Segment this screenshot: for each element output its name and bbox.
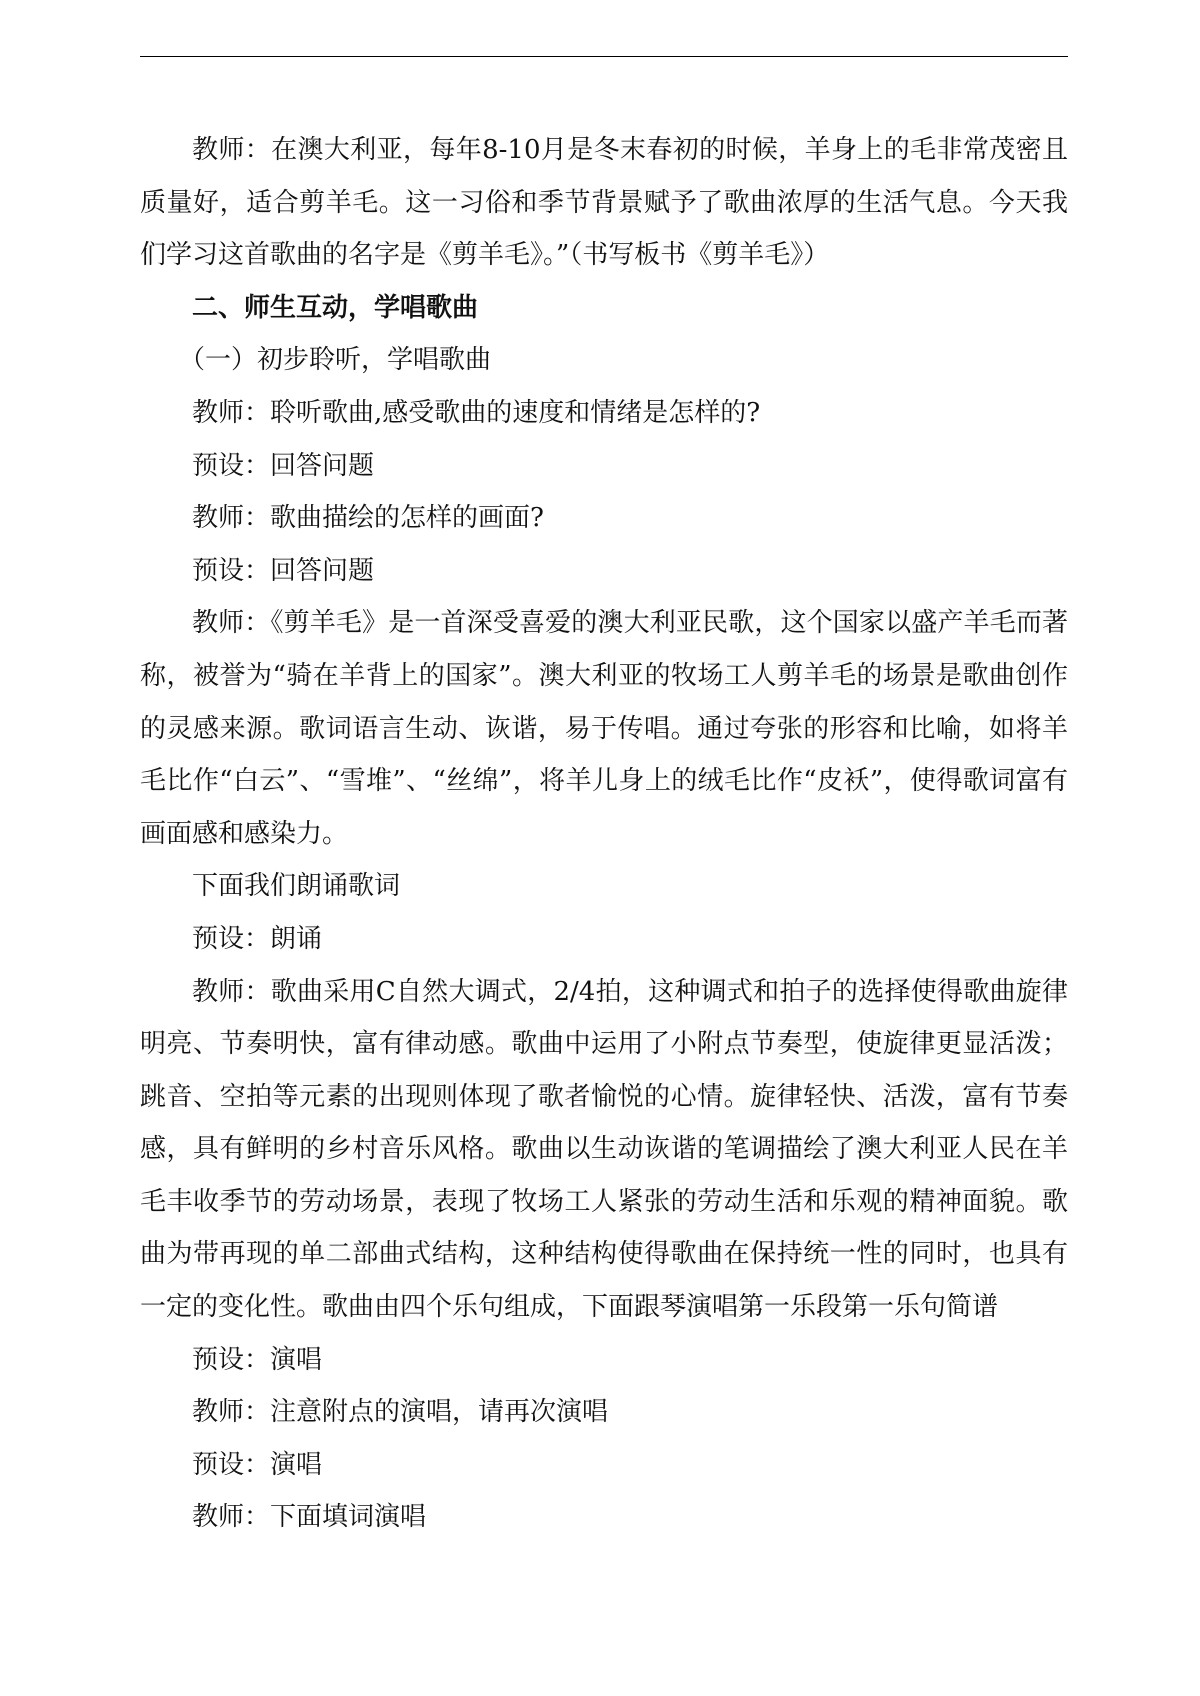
- paragraph-recite-lyrics: 下面我们朗诵歌词: [192, 871, 401, 902]
- paragraph-teacher-dotted-note: 教师：注意附点的演唱，请再次演唱: [192, 1397, 609, 1428]
- paragraph-teacher-fill-lyrics: 教师：下面填词演唱: [192, 1502, 427, 1533]
- paragraph-teacher-question-1: 教师：聆听歌曲,感受歌曲的速度和情绪是怎样的?: [192, 397, 761, 428]
- paragraph-expected-sing-1: 预设：演唱: [192, 1344, 323, 1375]
- paragraph-expected-sing-2: 预设：演唱: [192, 1449, 323, 1480]
- paragraph-expected-answer-1: 预设：回答问题: [192, 450, 375, 481]
- header-rule: [140, 56, 1068, 57]
- paragraph-expected-recite: 预设：朗诵: [192, 923, 323, 954]
- subsection-heading-listening: （一）初步聆听，学唱歌曲: [179, 345, 492, 376]
- paragraph-teacher-question-2: 教师：歌曲描绘的怎样的画面?: [192, 503, 544, 534]
- paragraph-teacher-analysis: 教师：歌曲采用C自然大调式，2/4拍，这种调式和拍子的选择使得歌曲旋律明亮、节奏明快，富有律动感。歌曲中运用了小附点节奏型，使旋律更显活泼；跳音、空拍等元素的出现则体现了歌者愉悦的心情。旋律轻快、活泼，富有节奏感，具有鲜明的乡村音乐风格。歌曲以生动诙谐的笔调描绘了澳大利亚人民在羊毛丰收季节的劳动场景，表现了牧场工人紧张的劳动生活和乐观的精神面貌。歌曲为带再现的单二部曲式结构，这种结构使得歌曲在保持统一性的同时，也具有一定的变化性。歌曲由四个乐句组成，下面跟琴演唱第一乐段第一乐句简谱: [140, 976, 1068, 1323]
- document-body: [140, 124, 1068, 1544]
- paragraph-teacher-background: 教师：《剪羊毛》是一首深受喜爱的澳大利亚民歌，这个国家以盛产羊毛而著称，被誉为“骑在羊背上的国家”。澳大利亚的牧场工人剪羊毛的场景是歌曲创作的灵感来源。歌词语言生动、诙谐，易于传唱。通过夸张的形容和比喻，如将羊毛比作“白云”、“雪堆”、“丝绵”，将羊儿身上的绒毛比作“皮袄”，使得歌词富有画面感和感染力。: [140, 608, 1068, 849]
- paragraph-expected-answer-2: 预设：回答问题: [192, 555, 375, 586]
- paragraph-teacher-intro: 教师：在澳大利亚，每年8-10月是冬末春初的时候，羊身上的毛非常茂密且质量好，适合剪羊毛。这一习俗和季节背景赋予了歌曲浓厚的生活气息。今天我们学习这首歌曲的名字是《剪羊毛》。”（书写板书《剪羊毛》）: [140, 135, 1068, 271]
- section-heading-interaction: 二、师生互动，学唱歌曲: [192, 292, 479, 323]
